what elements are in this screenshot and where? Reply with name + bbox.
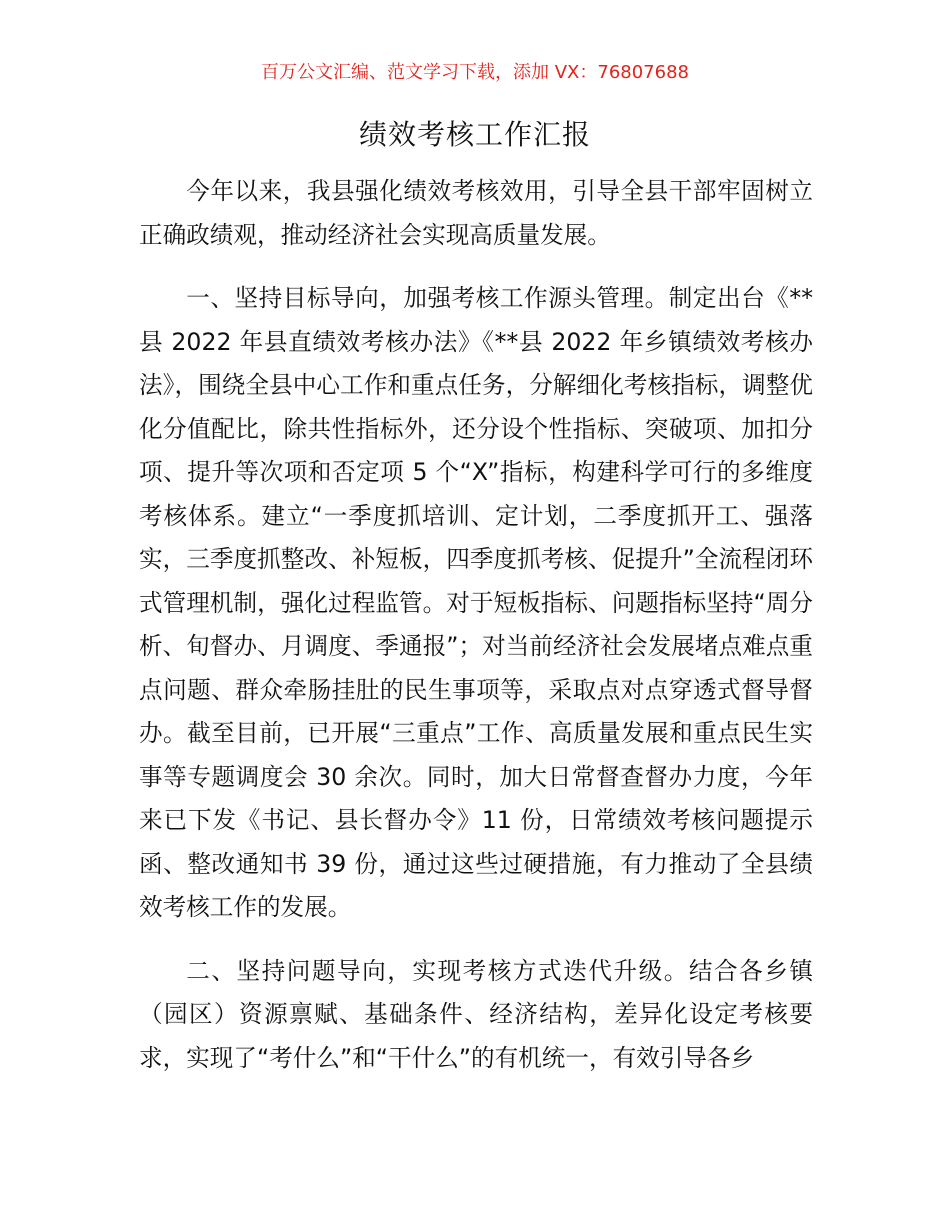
paragraph-section-one: 一、坚持目标导向，加强考核工作源头管理。制定出台《**县 2022 年县直绩效考核办法》《**县 2022 年乡镇绩效考核办法》，围绕全县中心工作和重点任务，分解细化考核指标，调整优化分值配比，除共性指标外，还分设个性指标、突破项、加扣分项、提升等次项和否定项 5 个“X”指标，构建科学可行的多维度考核体系。建立“一季度抓培训、定计划，二季度抓开工、强落实，三季度抓整改、补短板，四季度抓考核、促提升”全流程闭环式管理机制，强化过程监管。对于短板指标、问题指标坚持“周分析、旬督办、月调度、季通报”；对当前经济社会发展堵点难点重点问题、群众牵肠挂肚的民生事项等，采取点对点穿透式督导督办。截至目前，已开展“三重点”工作、高质量发展和重点民生实事等专题调度会 30 余次。同时，加大日常督查督办力度，今年来已下发《书记、县长督办令》11 份，日常绩效考核问题提示函、整改通知书 39 份，通过这些过硬措施，有力推动了全县绩效考核工作的发展。 (139, 284, 813, 921)
paragraph-section-two: 二、坚持问题导向，实现考核方式迭代升级。结合各乡镇（园区）资源禀赋、基础条件、经济结构，差异化设定考核要求，实现了“考什么”和“干什么”的有机统一，有效引导各乡 (139, 956, 813, 1072)
document-title: 绩效考核工作汇报 (358, 118, 591, 151)
paragraph-intro: 今年以来，我县强化绩效考核效用，引导全县干部牢固树立正确政绩观，推动经济社会实现高质量发展。 (139, 177, 813, 249)
document-body (139, 170, 813, 1100)
header-download-note: 百万公文汇编、范文学习下载，添加 VX：76807688 (261, 62, 689, 83)
